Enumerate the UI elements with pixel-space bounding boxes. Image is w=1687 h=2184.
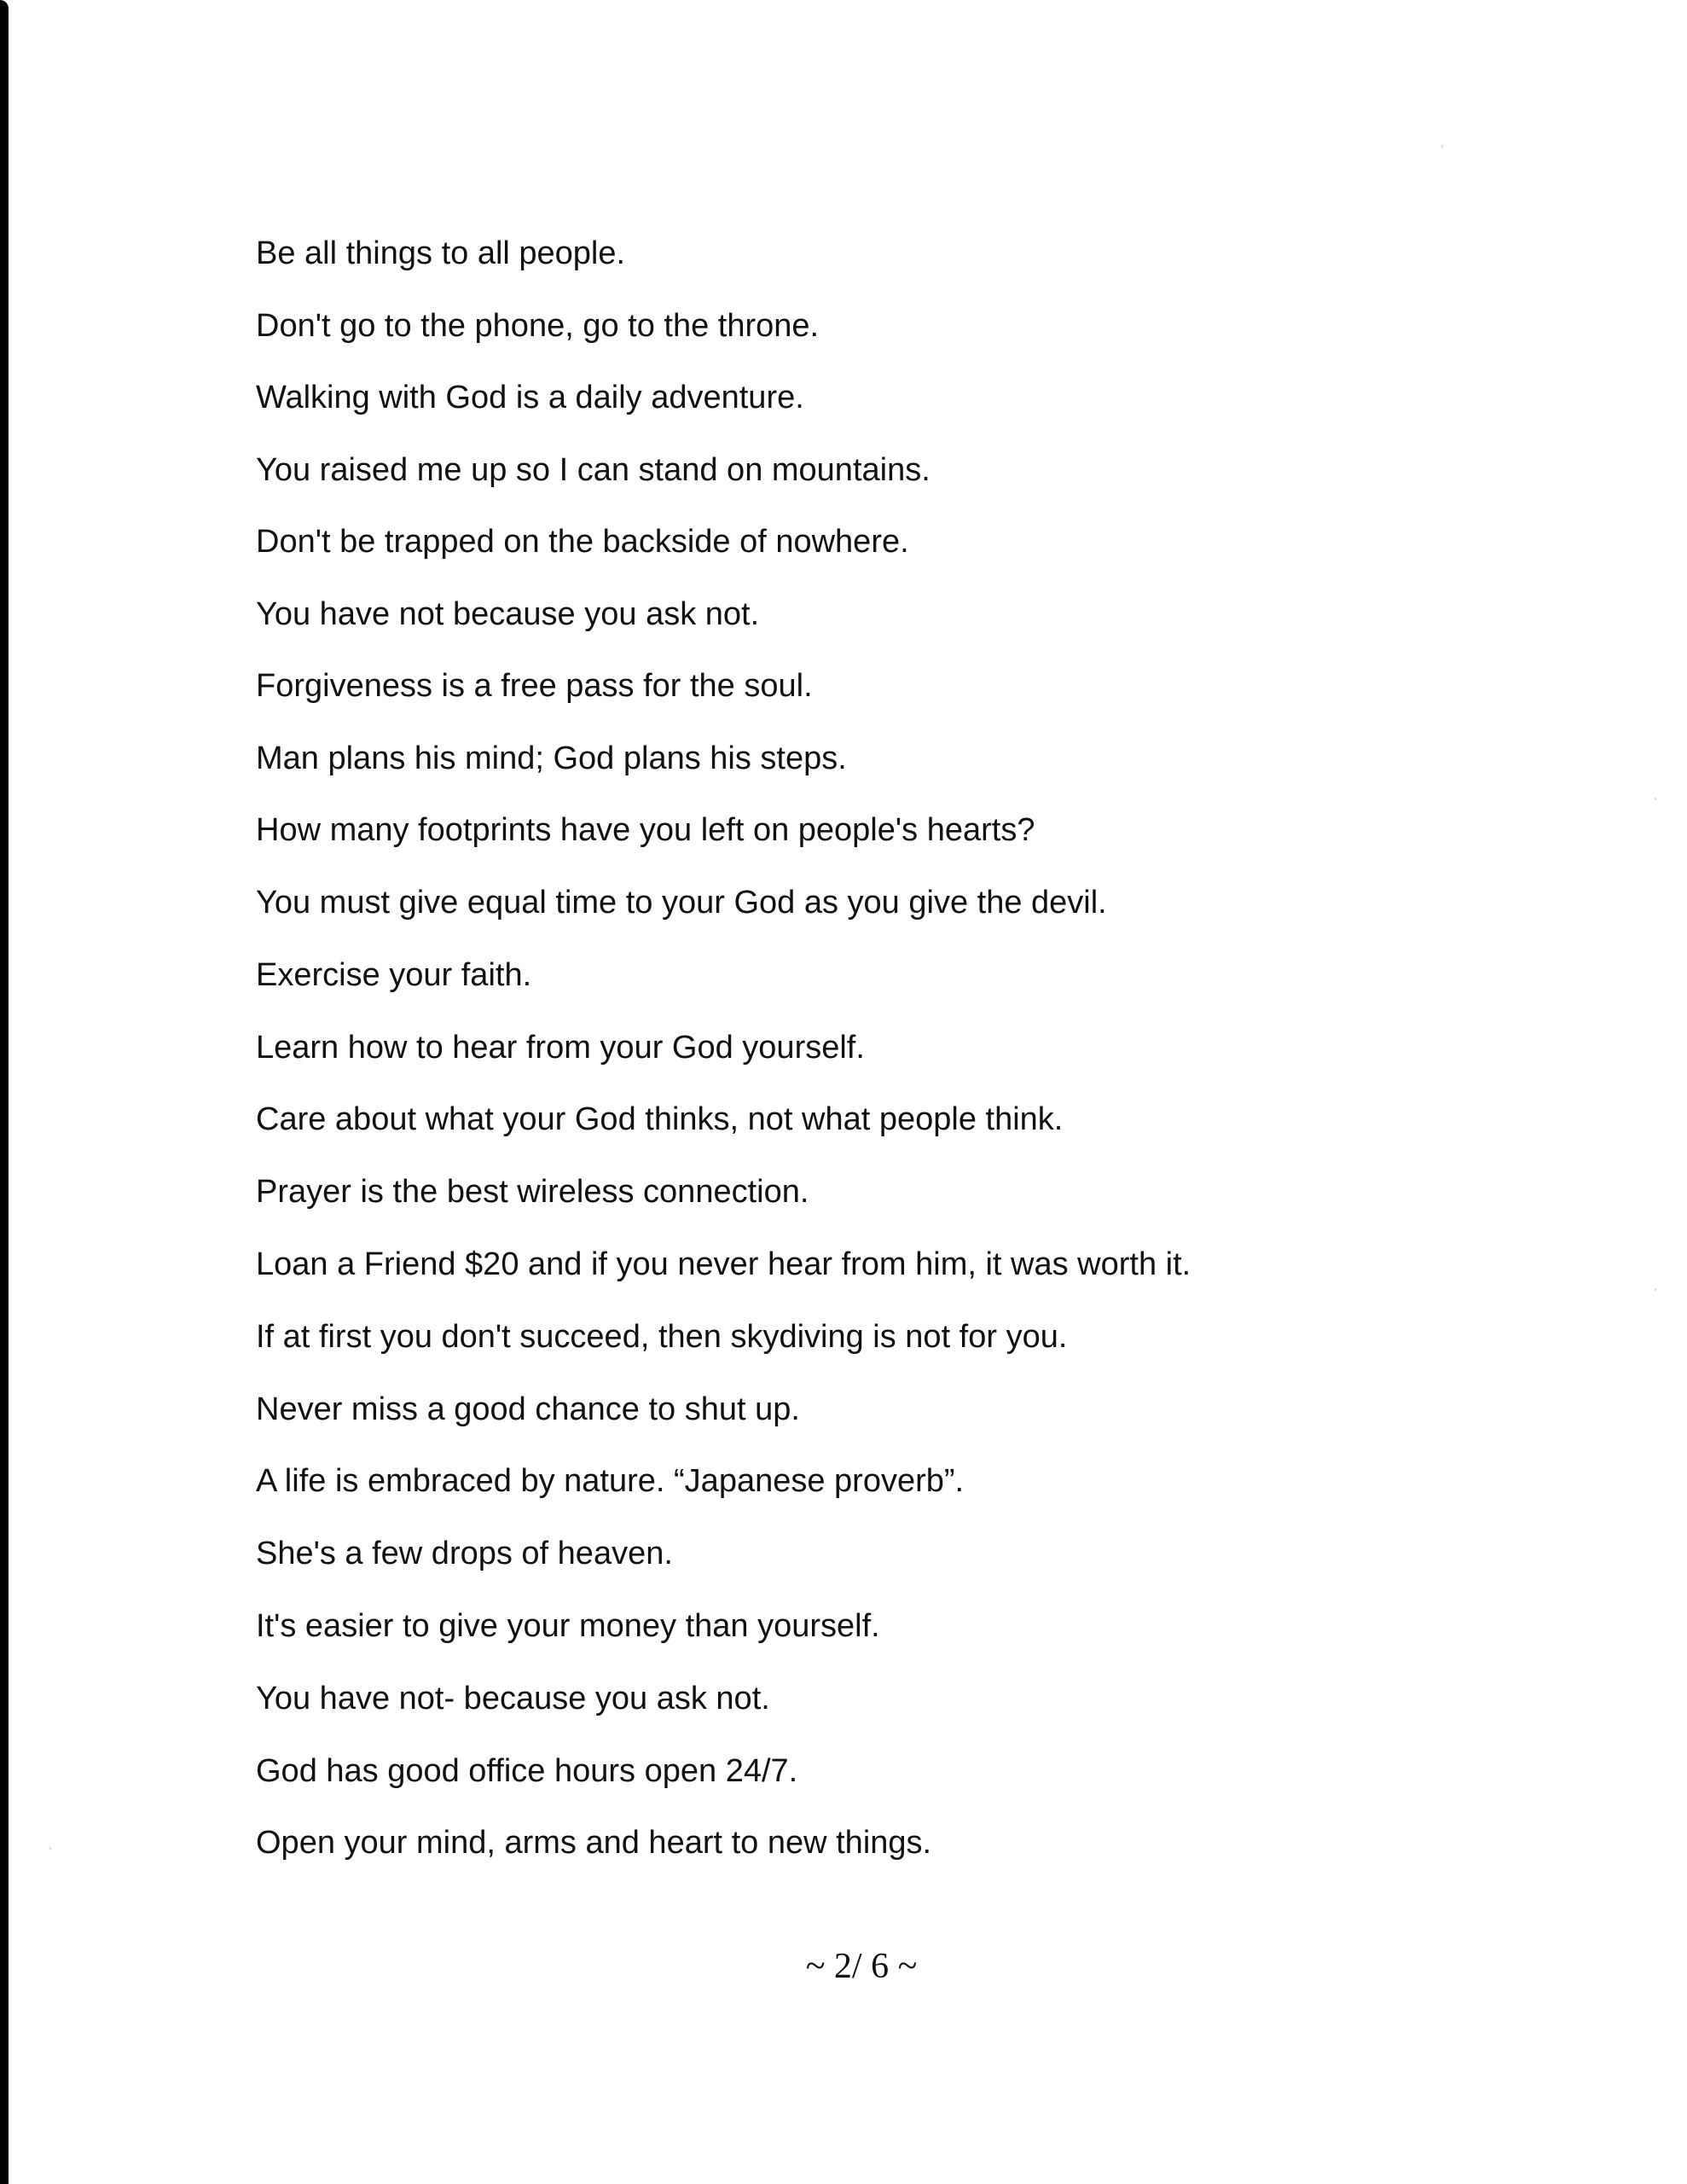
quote-line: If at first you don't succeed, then skydiving is not for you. (256, 1318, 1068, 1355)
quote-line: Don't be trapped on the backside of nowhere. (256, 524, 909, 560)
quote-line: She's a few drops of heaven. (256, 1536, 673, 1572)
quote-line: You have not- because you ask not. (256, 1680, 770, 1716)
quote-line: You have not because you ask not. (256, 595, 760, 632)
quote-line: Walking with God is a daily adventure. (256, 380, 804, 415)
quote-line: God has good office hours open 24/7. (256, 1752, 798, 1789)
quote-line: Care about what your God thinks, not what people think. (256, 1101, 1064, 1138)
quote-line: Be all things to all people. (256, 235, 626, 271)
quote-line: Don't go to the phone, go to the throne. (256, 307, 820, 344)
quote-line: Prayer is the best wireless connection. (256, 1174, 809, 1211)
quote-line: It's easier to give your money than yourself. (256, 1608, 880, 1645)
quote-list (256, 235, 1518, 1897)
scan-speck (1655, 1288, 1656, 1291)
scan-speck (1441, 145, 1443, 148)
quote-line: Man plans his mind; God plans his steps. (256, 740, 847, 776)
quote-line: You raised me up so I can stand on mountains. (256, 451, 930, 488)
scan-speck (49, 1847, 51, 1850)
quote-line: You must give equal time to your God as you give the devil. (256, 885, 1107, 921)
quote-line: Exercise your faith. (256, 956, 532, 993)
quote-line: Forgiveness is a free pass for the soul. (256, 668, 813, 704)
quote-line: A life is embraced by nature. “Japanese proverb”. (256, 1463, 965, 1500)
quote-line: Never miss a good chance to shut up. (256, 1391, 800, 1427)
scan-left-edge (0, 0, 9, 2184)
quote-line: Open your mind, arms and heart to new things. (256, 1825, 932, 1862)
quote-line: How many footprints have you left on people's hearts? (256, 812, 1035, 849)
quote-line: Learn how to hear from your God yourself. (256, 1029, 865, 1066)
quote-line: Loan a Friend $20 and if you never hear from him, it was worth it. (256, 1246, 1191, 1283)
page-number: ~ 2/ 6 ~ (805, 1947, 918, 1986)
scan-speck (1655, 798, 1656, 800)
